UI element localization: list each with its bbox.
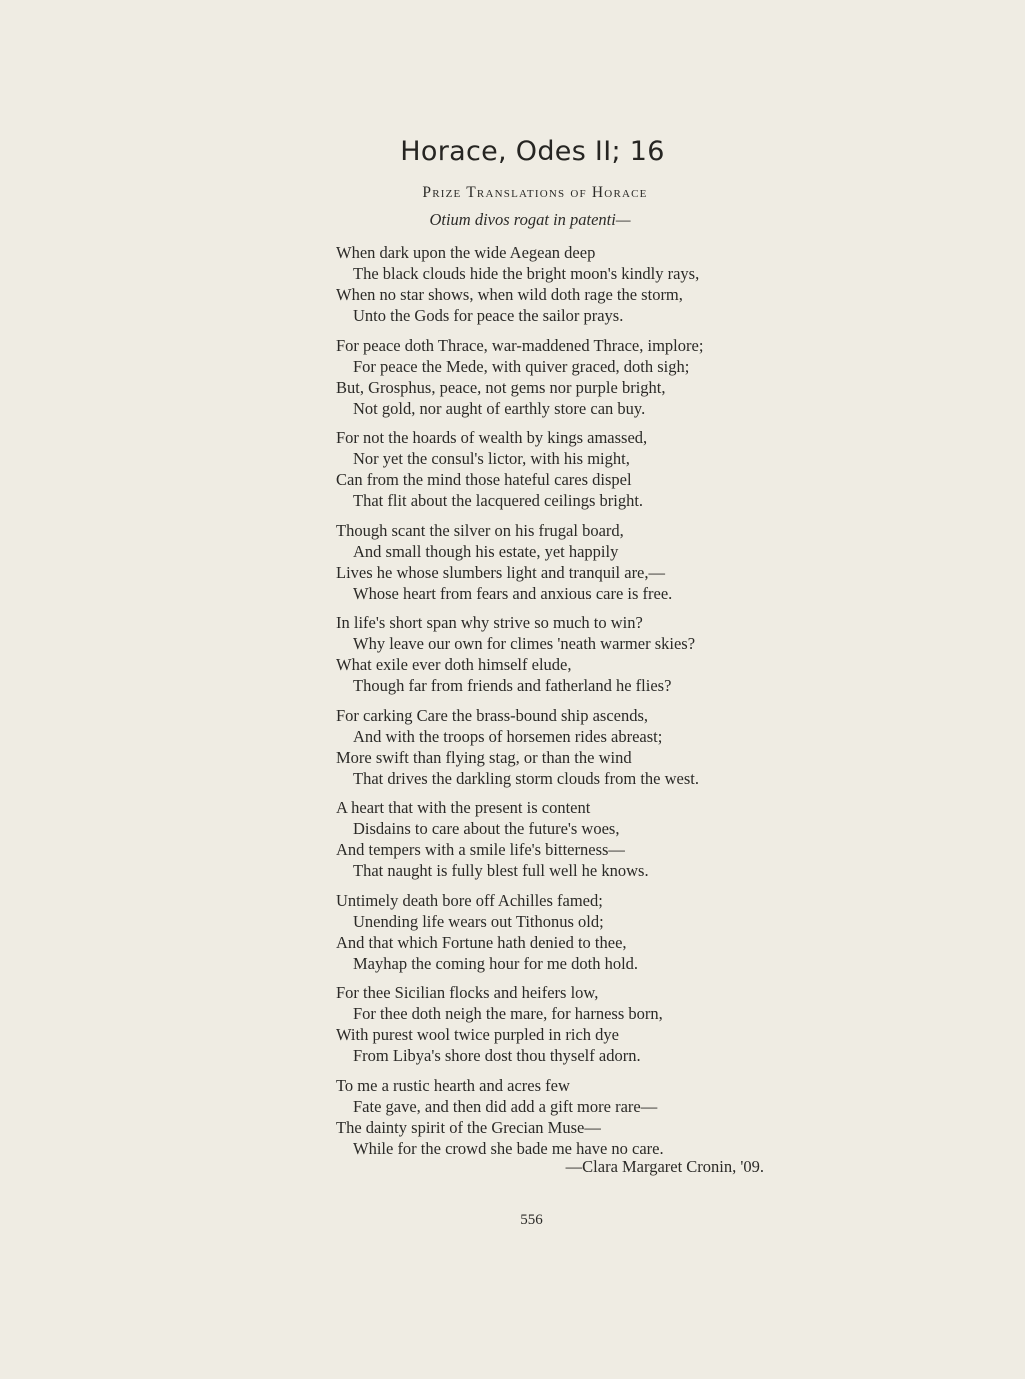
poem-line: Though scant the silver on his frugal board, [336, 520, 624, 540]
poem-line: Disdains to care about the future's woes, [353, 819, 620, 838]
poem-line: For not the hoards of wealth by kings amassed, [336, 428, 648, 447]
poem-line: Whose heart from fears and anxious care is free. [353, 583, 673, 603]
stanza [336, 427, 776, 511]
poem-line: Unto the Gods for peace the sailor prays. [353, 306, 624, 325]
stanza [336, 1075, 776, 1159]
poem-line: Lives he whose slumbers light and tranquil are,— [336, 562, 666, 582]
stanza [336, 982, 776, 1066]
poem-line: What exile ever doth himself elude, [336, 655, 572, 674]
stanza [336, 520, 776, 604]
stanza [336, 242, 776, 326]
poem-line: When dark upon the wide Aegean deep [336, 243, 596, 262]
author-signature: —Clara Margaret Cronin, '09. [565, 1157, 764, 1176]
poem-line: For peace the Mede, with quiver graced, doth sigh; [353, 356, 690, 376]
poem-line: Can from the mind those hateful cares dispel [336, 470, 632, 489]
poem-line: To me a rustic hearth and acres few [336, 1075, 570, 1095]
page-title: Horace, Odes II; 16 [400, 136, 665, 167]
page-number: 556 [520, 1212, 543, 1228]
stanza [336, 705, 776, 789]
poem-line: While for the crowd she bade me have no care. [353, 1138, 664, 1158]
poem-line: When no star shows, when wild doth rage the storm, [336, 285, 683, 304]
poem-line: That drives the darkling storm clouds from the west. [353, 768, 699, 788]
stanza [336, 335, 776, 419]
stanza [336, 797, 776, 881]
poem-line: From Libya's shore dost thou thyself adorn. [353, 1046, 641, 1065]
poem-line: Why leave our own for climes 'neath warmer skies? [353, 634, 696, 653]
subtitle: Prize Translations of Horace [422, 184, 648, 201]
poem-line: A heart that with the present is content [336, 798, 591, 817]
poem-line: Though far from friends and fatherland he flies? [353, 676, 672, 695]
poem-line: Mayhap the coming hour for me doth hold. [353, 953, 639, 973]
poem-line: And tempers with a smile life's bitterness— [336, 840, 625, 859]
poem-line: That flit about the lacquered ceilings bright. [353, 491, 644, 510]
stanza [336, 612, 776, 696]
poem [336, 242, 776, 1167]
poem-line: The black clouds hide the bright moon's kindly rays, [353, 264, 700, 283]
poem-line: Nor yet the consul's lictor, with his might, [353, 449, 630, 468]
stanza [336, 890, 776, 974]
poem-line: Not gold, nor aught of earthly store can buy. [353, 398, 646, 418]
poem-line: And small though his estate, yet happily [353, 541, 619, 561]
poem-line: For thee Sicilian flocks and heifers low, [336, 983, 599, 1002]
epigraph: Otium divos rogat in patenti— [429, 210, 631, 229]
poem-line: The dainty spirit of the Grecian Muse— [336, 1117, 601, 1137]
poem-line: With purest wool twice purpled in rich dye [336, 1025, 619, 1044]
poem-line: And with the troops of horsemen rides abreast; [353, 726, 663, 746]
poem-line: In life's short span why strive so much to win? [336, 613, 643, 632]
poem-line: For thee doth neigh the mare, for harness born, [353, 1004, 663, 1023]
poem-line: That naught is fully blest full well he knows. [353, 861, 649, 880]
poem-line: Untimely death bore off Achilles famed; [336, 890, 603, 910]
poem-line: And that which Fortune hath denied to thee, [336, 932, 627, 952]
poem-line: Unending life wears out Tithonus old; [353, 911, 604, 931]
poem-line: For carking Care the brass-bound ship ascends, [336, 705, 649, 725]
poem-line: Fate gave, and then did add a gift more rare— [353, 1096, 658, 1116]
poem-line: For peace doth Thrace, war-maddened Thrace, implore; [336, 335, 704, 355]
poem-line: More swift than flying stag, or than the wind [336, 747, 632, 767]
poem-line: But, Grosphus, peace, not gems nor purple bright, [336, 377, 666, 397]
